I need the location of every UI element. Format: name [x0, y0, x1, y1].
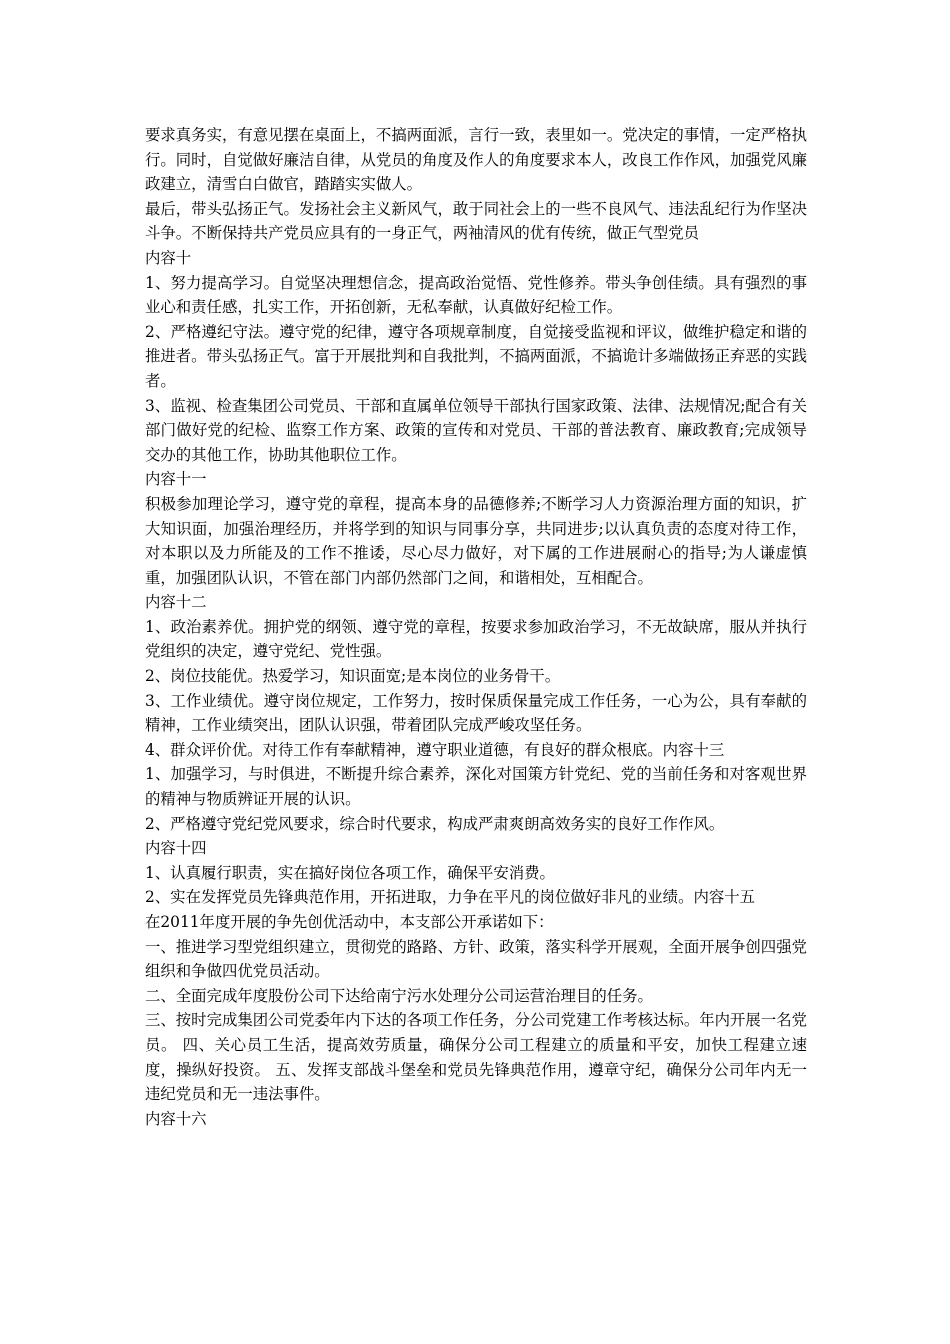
section-heading: 内容十一	[145, 470, 207, 489]
paragraph: 二、全面完成年度股份公司下达给南宁污水处理分公司运营治理目的任务。	[145, 986, 653, 1005]
section-heading: 内容十二	[145, 593, 207, 612]
paragraph: 要求真务实，有意见摆在桌面上，不搞两面派，言行一致，表里如一。党决定的事情，一定严格执行。同时，自觉做好廉洁自律，从党员的角度及作人的角度要求本人，改良工作作风，加强党风廉政建立，清雪白白做官，踏踏实实做人。	[145, 126, 807, 194]
paragraph: 三、按时完成集团公司党委年内下达的各项工作任务，分公司党建工作考核达标。年内开展一名党员。 四、关心员工生活，提高效劳质量，确保分公司工程建立的质量和平安，加快工程建立速度，操纵好投资。 五、发挥支部战斗堡垒和党员先锋典范作用，遵章守纪，确保分公司年内无一违纪党员和无一违法事件。	[145, 1011, 807, 1104]
paragraph: 1、努力提高学习。自觉坚决理想信念，提高政治觉悟、党性修养。带头争创佳绩。具有强烈的事业心和责任感，扎实工作，开拓创新，无私奉献，认真做好纪检工作。	[145, 273, 807, 317]
paragraph: 积极参加理论学习，遵守党的章程，提高本身的品德修养;不断学习人力资源治理方面的知识，扩大知识面，加强治理经历，并将学到的知识与同事分享，共同进步;以认真负责的态度对待工作，对本职以及力所能及的工作不推诿，尽心尽力做好，对下属的工作进展耐心的指导;为人谦虚慎重，加强团队认识，不管在部门内部仍然部门之间，和谐相处，互相配合。	[145, 494, 807, 587]
paragraph: 1、认真履行职责，实在搞好岗位各项工作，确保平安消费。	[145, 863, 555, 882]
document-body	[145, 123, 807, 1131]
paragraph: 2、岗位技能优。热爱学习，知识面宽;是本岗位的业务骨干。	[145, 667, 561, 686]
paragraph: 最后，带头弘扬正气。发扬社会主义新风气，敢于同社会上的一些不良风气、违法乱纪行为作坚决斗争。不断保持共产党员应具有的一身正气，两袖清风的优有传统，做正气型党员	[145, 199, 807, 243]
paragraph: 1、政治素养优。拥护党的纲领、遵守党的章程，按要求参加政治学习，不无故缺席，服从并执行党组织的决定，遵守党纪、党性强。	[145, 617, 807, 661]
paragraph: 2、严格遵守党纪党风要求，综合时代要求，构成严肃爽朗高效务实的良好工作作风。	[145, 814, 725, 833]
section-heading: 内容十	[145, 248, 192, 267]
section-heading: 内容十四	[145, 839, 207, 858]
paragraph: 4、群众评价优。对待工作有奉献精神，遵守职业道德，有良好的群众根底。内容十三	[145, 740, 725, 759]
paragraph: 一、推进学习型党组织建立，贯彻党的路路、方针、政策，落实科学开展观，全面开展争创四强党组织和争做四优党员活动。	[145, 937, 807, 981]
paragraph: 3、监视、检查集团公司党员、干部和直属单位领导干部执行国家政策、法律、法规情况;配合有关部门做好党的纪检、监察工作方案、政策的宣传和对党员、干部的普法教育、廉政教育;完成领导交办的其他工作，协助其他职位工作。	[145, 396, 807, 464]
paragraph: 在2011年度开展的争先创优活动中，本支部公开承诺如下：	[145, 913, 554, 931]
paragraph: 3、工作业绩优。遵守岗位规定，工作努力，按时保质保量完成工作任务，一心为公，具有奉献的精神，工作业绩突出，团队认识强，带着团队完成严峻攻坚任务。	[145, 691, 807, 735]
paragraph: 2、实在发挥党员先锋典范作用，开拓进取，力争在平凡的岗位做好非凡的业绩。内容十五	[145, 888, 756, 907]
paragraph: 1、加强学习，与时俱进，不断提升综合素养，深化对国策方针党纪、党的当前任务和对客观世界的精神与物质辨证开展的认识。	[145, 765, 807, 809]
section-heading: 内容十六	[145, 1109, 207, 1128]
paragraph: 2、严格遵纪守法。遵守党的纪律，遵守各项规章制度，自觉接受监视和评议，做维护稳定和谐的推进者。带头弘扬正气。富于开展批判和自我批判，不搞两面派，不搞诡计多端做扬正弃恶的实践者。	[145, 322, 807, 390]
